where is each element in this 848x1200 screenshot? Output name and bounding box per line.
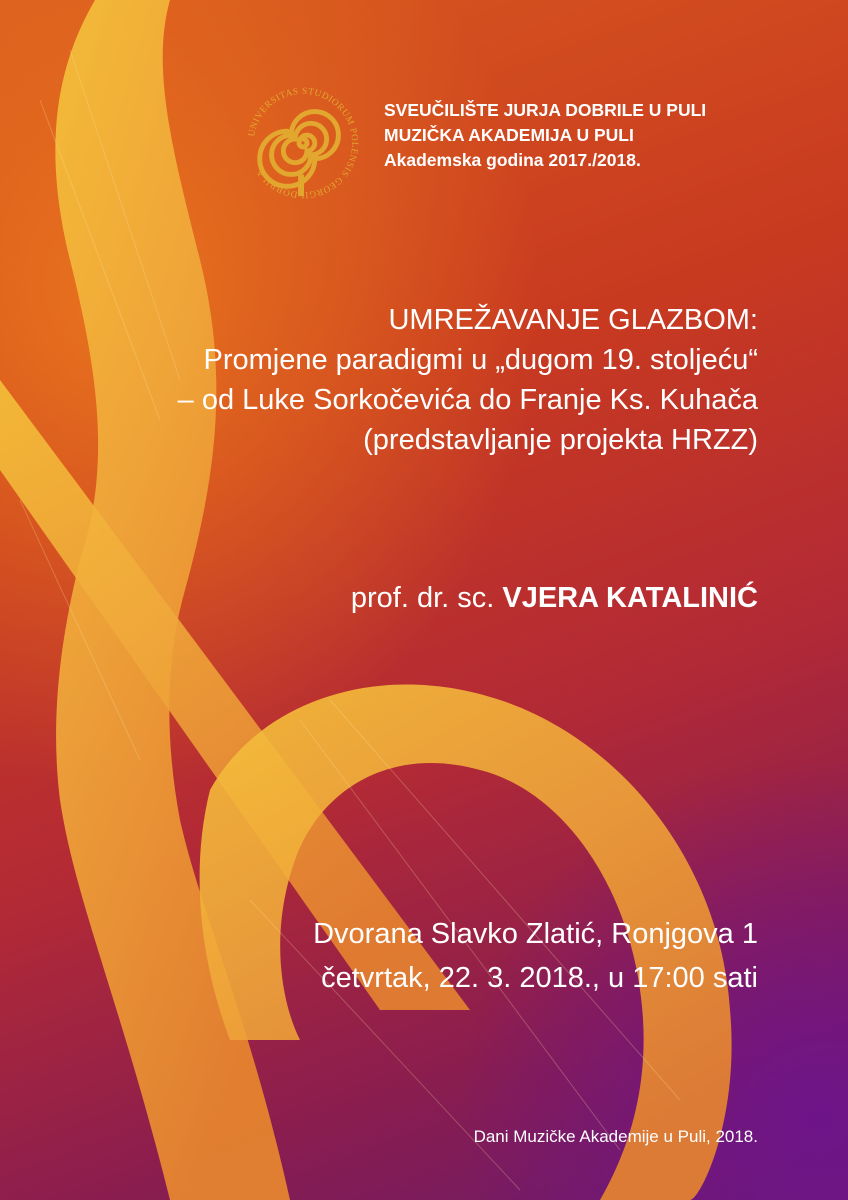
university-seal-logo — [244, 84, 362, 202]
title-line-3: – od Luke Sorkočevića do Franje Ks. Kuhača — [177, 384, 758, 416]
event-title — [178, 300, 758, 460]
speaker-name: VJERA KATALINIĆ — [502, 582, 758, 614]
title-line-4: (predstavljanje projekta HRZZ) — [363, 424, 758, 456]
speaker — [351, 582, 758, 615]
academy-name: MUZIČKA AKADEMIJA U PULI — [384, 125, 634, 145]
svg-text:UNIVERSITAS STUDIORUM POLENSIS: UNIVERSITAS STUDIORUM POLENSIS GEORGI DOBRILA — [247, 86, 360, 200]
venue-datetime: četvrtak, 22. 3. 2018., u 17:00 sati — [321, 962, 758, 994]
footer-note: Dani Muzičke Akademije u Puli, 2018. — [473, 1127, 758, 1146]
venue-place: Dvorana Slavko Zlatić, Ronjgova 1 — [313, 918, 758, 950]
academic-year: Akademska godina 2017./2018. — [384, 150, 641, 170]
title-line-2: Promjene paradigmi u „dugom 19. stoljeću“ — [203, 344, 758, 376]
speaker-title: prof. dr. sc. — [350, 582, 503, 614]
institution-header — [384, 98, 706, 173]
title-line-1: UMREŽAVANJE GLAZBOM: — [388, 304, 758, 336]
venue-info — [313, 912, 758, 1000]
university-name: SVEUČILIŠTE JURJA DOBRILE U PULI — [384, 100, 707, 120]
